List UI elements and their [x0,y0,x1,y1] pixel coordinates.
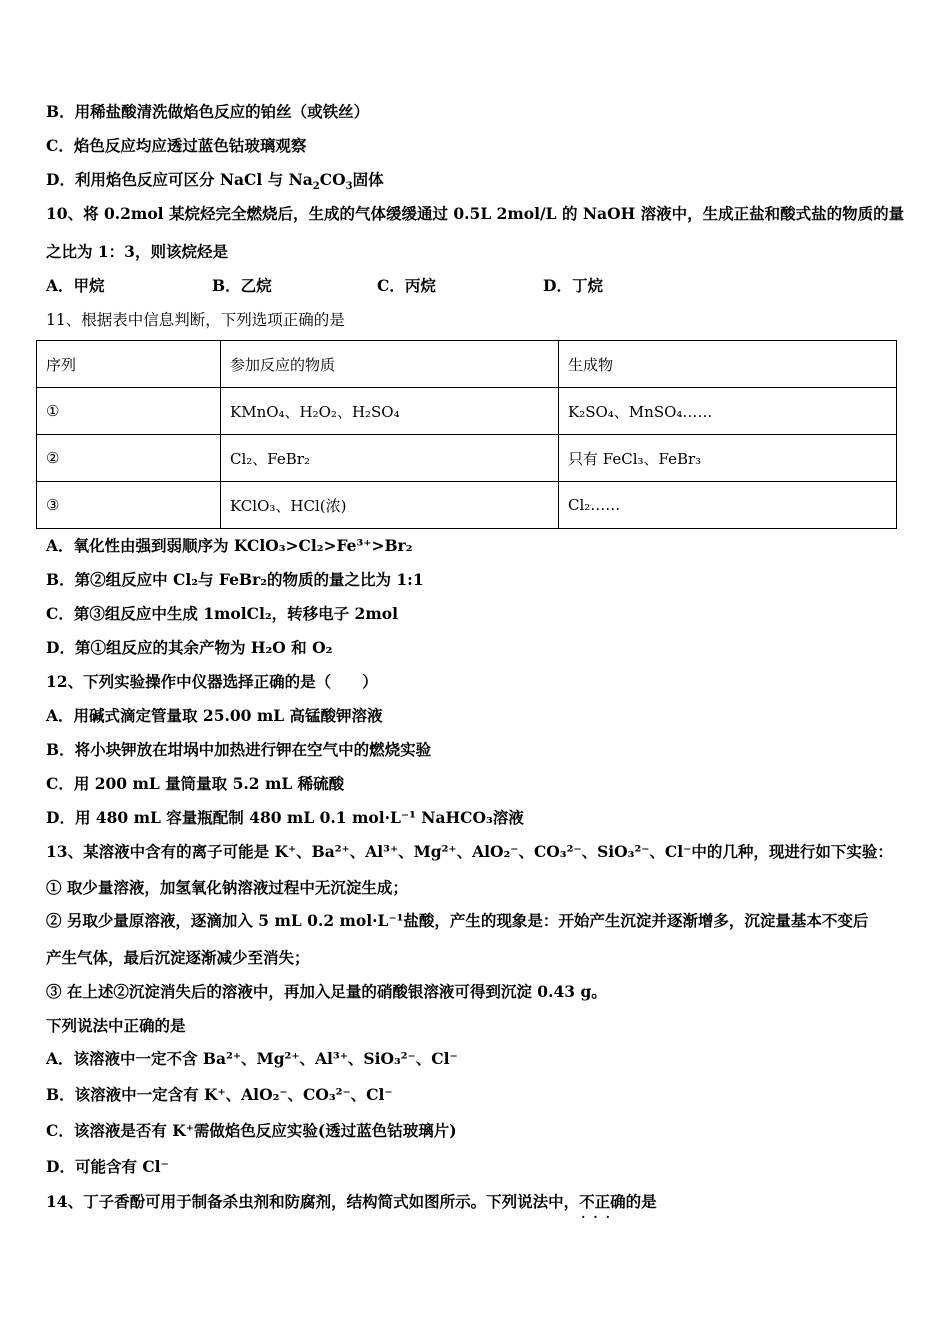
q10-stem-line2: 之比为 1：3，则该烷烃是 [46,242,228,261]
q13-step-3: ③ 在上述②沉淀消失后的溶液中，再加入足量的硝酸银溶液可得到沉淀 0.43 g。 [46,982,607,1001]
table-cell: ① [37,388,221,435]
table-cell: 只有 FeCl₃、FeBr₃ [559,435,897,482]
q12-stem: 12、下列实验操作中仪器选择正确的是（ ） [46,672,378,691]
q11-option-c: C．第③组反应中生成 1molCl₂，转移电子 2mol [46,604,398,623]
q9-d-pre: D．利用焰色反应可区分 NaCl 与 Na [46,170,313,189]
table-row [37,388,897,435]
table-header-cell: 生成物 [559,341,897,388]
q14-stem-post: 的是 [625,1192,657,1211]
q9-option-b: B．用稀盐酸清洗做焰色反应的铂丝（或铁丝） [46,102,370,121]
q11-option-d: D．第①组反应的其余产物为 H₂O 和 O₂ [46,638,333,657]
table-cell: Cl₂…… [559,482,897,529]
q13-step-1: ① 取少量溶液，加氢氧化钠溶液过程中无沉淀生成； [46,878,408,897]
q11-table [36,340,897,529]
q9-option-c: C．焰色反应均应透过蓝色钴玻璃观察 [46,136,307,155]
q9-d-sub1: 2 [312,181,320,193]
q11-option-a: A．氧化性由强到弱顺序为 KClO₃>Cl₂>Fe³⁺>Br₂ [46,536,413,555]
q13-option-b: B．该溶液中一定含有 K⁺、AlO₂⁻、CO₃²⁻、Cl⁻ [46,1085,393,1104]
q13-prompt: 下列说法中正确的是 [46,1016,186,1035]
q9-d-sub2: 3 [345,181,353,193]
table-cell: ② [37,435,221,482]
q10-option-b: B．乙烷 [212,276,272,295]
q12-option-a: A．用碱式滴定管量取 25.00 mL 高锰酸钾溶液 [46,706,383,725]
q9-d-mid: CO [319,170,346,189]
table-cell: Cl₂、FeBr₂ [221,435,559,482]
q13-step-2-line1: ② 另取少量原溶液，逐滴加入 5 mL 0.2 mol·L⁻¹盐酸，产生的现象是：开始产生沉淀并逐渐增多，沉淀量基本不变后 [46,911,869,930]
q12-option-b: B．将小块钾放在坩埚中加热进行钾在空气中的燃烧实验 [46,740,432,759]
q13-option-c: C．该溶液是否有 K⁺需做焰色反应实验(透过蓝色钴玻璃片) [46,1121,457,1140]
table-cell: ③ [37,482,221,529]
q11-option-b: B．第②组反应中 Cl₂与 FeBr₂的物质的量之比为 1:1 [46,570,424,589]
q14-stem-emphasis: 不正确 . . . [579,1192,626,1211]
q10-option-d: D．丁烷 [543,276,603,295]
q10-option-a: A．甲烷 [46,276,105,295]
q14-stem [46,1192,657,1212]
q13-stem: 13、某溶液中含有的离子可能是 K⁺、Ba²⁺、Al³⁺、Mg²⁺、AlO₂⁻、CO₃²⁻、SiO₃²⁻、Cl⁻中的几种，现进行如下实验： [46,842,893,861]
q11-stem: 11、根据表中信息判断，下列选项正确的是 [46,311,345,329]
table-cell: KClO₃、HCl(浓) [221,482,559,529]
q12-option-d: D．用 480 mL 容量瓶配制 480 mL 0.1 mol·L⁻¹ NaHCO₃溶液 [46,808,524,827]
table-cell: KMnO₄、H₂O₂、H₂SO₄ [221,388,559,435]
q9-option-d [46,170,384,197]
table-header-cell: 参加反应的物质 [221,341,559,388]
table-cell: K₂SO₄、MnSO₄…… [559,388,897,435]
q10-option-c: C．丙烷 [377,276,436,295]
table-header-row [37,341,897,388]
table-row [37,435,897,482]
q10-stem-line1: 10、将 0.2mol 某烷烃完全燃烧后，生成的气体缓缓通过 0.5L 2mol/L 的 NaOH 溶液中，生成正盐和酸式盐的物质的量 [46,204,905,223]
q9-d-post: 固体 [352,170,384,189]
q13-option-d: D．可能含有 Cl⁻ [46,1157,169,1176]
q13-step-2-line2: 产生气体，最后沉淀逐渐减少至消失； [46,948,310,967]
table-row [37,482,897,529]
q13-option-a: A．该溶液中一定不含 Ba²⁺、Mg²⁺、Al³⁺、SiO₃²⁻、Cl⁻ [46,1049,458,1068]
table-header-cell: 序列 [37,341,221,388]
q14-stem-pre: 14、丁子香酚可用于制备杀虫剂和防腐剂，结构简式如图所示。下列说法中， [46,1192,580,1211]
q12-option-c: C．用 200 mL 量筒量取 5.2 mL 稀硫酸 [46,774,345,793]
